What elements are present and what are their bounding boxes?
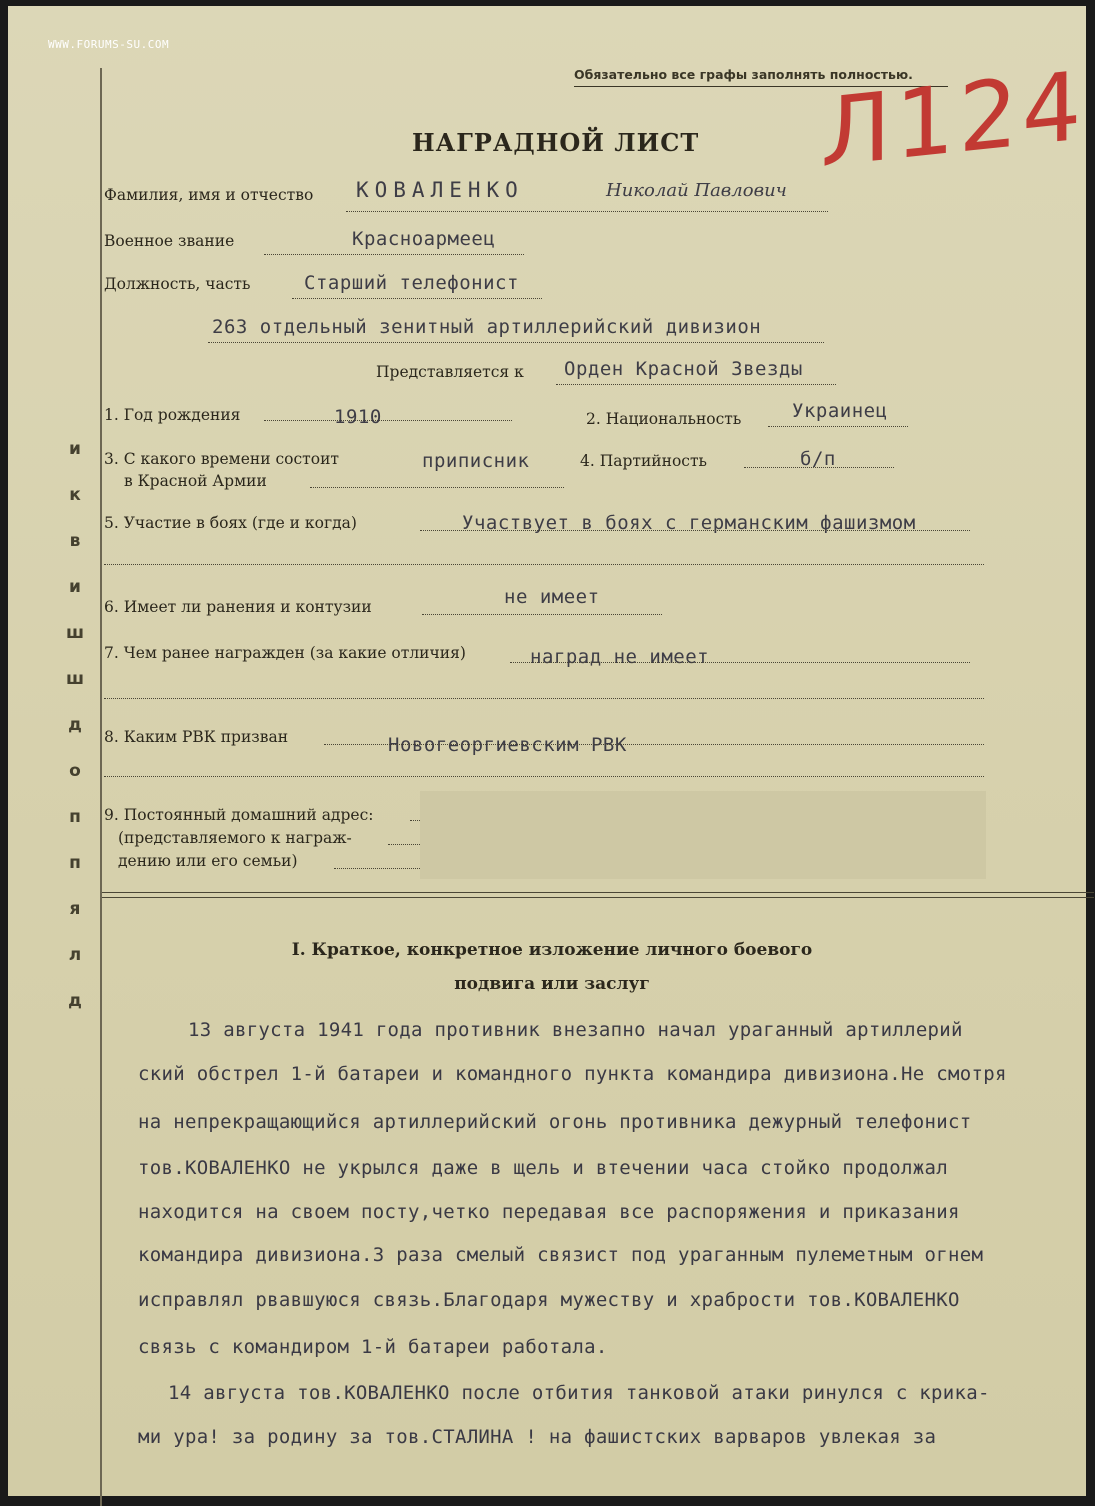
award-sheet [8,6,1086,1496]
battles-dotline [420,530,970,531]
given-names-value: Николай Павлович [606,180,787,201]
narrative-line: на непрекращающийся артиллерийский огонь противника дежурный телефонист [138,1111,972,1133]
address-label: 9. Постоянный домашний адрес: [104,806,374,824]
position-label: Должность, часть [104,275,251,293]
vertical-char: к [69,485,81,505]
narrative-line: ский обстрел 1-й батареи и командного пункта командира дивизиона.Не смотря [138,1063,1007,1085]
vertical-char: д [68,715,82,735]
watermark: WWW.FORUMS-SU.COM [48,38,170,51]
wounds-value: не имеет [504,586,600,608]
address-label-3: дению или его семьи) [118,852,298,870]
vertical-char: п [69,807,81,827]
section-divider [102,892,1094,893]
vertical-char: п [69,853,81,873]
narrative-line: связь с командиром 1-й батареи работала. [138,1336,608,1358]
wounds-label: 6. Имеет ли ранения и контузии [104,598,372,616]
section-title-2: подвига или заслуг [454,974,650,994]
nationality-value: Украинец [792,400,888,422]
birth-year-value: 1910 [334,406,382,428]
rvk-dotline-2 [104,776,984,777]
redacted-address-box [420,791,986,879]
rvk-value: Новогеоргиевским РВК [388,734,627,756]
address-dotline [410,820,420,821]
position-value: Старший телефонист [304,272,519,294]
party-label: 4. Партийность [580,452,707,470]
unit-dotline [208,342,824,343]
vertical-char: д [68,991,82,1011]
rvk-dotline [324,744,984,745]
narrative-line: тов.КОВАЛЕНКО не укрылся даже в щель и втечении часа стойко продолжал [138,1157,948,1179]
service-since-label-2: в Красной Армии [124,472,267,490]
battles-dotline-2 [104,564,984,565]
narrative-line: 13 августа 1941 года противник внезапно начал ураганный артиллерий [188,1019,963,1041]
nationality-dotline [768,426,908,427]
prev-awards-value: наград не имеет [530,646,710,668]
vertical-char: ш [65,669,85,689]
unit-value: 263 отдельный зенитный артиллерийский дивизион [212,316,762,338]
prev-awards-dotline-2 [104,698,984,699]
surname-value: КОВАЛЕНКО [356,178,524,202]
service-since-label: 3. С какого времени состоит [104,450,339,468]
nationality-label: 2. Национальность [586,410,742,428]
narrative-line: командира дивизиона.3 раза смелый связист под ураганным пулеметным огнем [138,1244,984,1266]
rvk-label: 8. Каким РВК призван [104,728,289,746]
nominated-value: Орден Красной Звезды [564,358,803,380]
battles-value: Участвует в боях с германским фашизмом [462,512,916,534]
nominated-label: Представляется к [376,363,524,381]
address-dotline-3 [334,868,420,869]
service-since-value: приписник [422,450,530,472]
birth-year-dotline [264,420,512,421]
rank-dotline [264,254,524,255]
margin-vertical-label [60,426,90,1024]
vertical-char: я [69,899,81,919]
position-dotline [292,298,542,299]
vertical-char: л [68,945,82,965]
handwritten-doc-number: Л124 [820,51,1086,190]
rank-value: Красноармеец [352,228,496,250]
name-dotline [346,211,828,212]
narrative-line: исправлял рвавшуюся связь.Благодаря мужеству и храбрости тов.КОВАЛЕНКО [138,1289,960,1311]
vertical-char: ш [65,623,85,643]
prev-awards-label: 7. Чем ранее награжден (за какие отличия) [104,644,466,662]
section-title: I. Краткое, конкретное изложение личного боевого [291,940,813,960]
service-since-dotline [310,487,564,488]
nominated-dotline [556,384,836,385]
page-title: НАГРАДНОЙ ЛИСТ [412,128,700,157]
narrative-line: ми ура! за родину за тов.СТАЛИНА ! на фашистских варваров увлекая за [138,1426,937,1448]
address-dotline-2 [388,844,420,845]
vertical-char: в [69,531,81,551]
battles-label: 5. Участие в боях (где и когда) [104,514,357,532]
wounds-dotline [422,614,662,615]
narrative-line: 14 августа тов.КОВАЛЕНКО после отбития танковой атаки ринулся с крика- [168,1382,990,1404]
rank-label: Военное звание [104,232,235,250]
address-label-2: (представляемого к награж- [118,829,352,847]
party-value: б/п [800,448,836,470]
fill-all-fields-notice: Обязательно все графы заполнять полностью. [574,67,913,82]
vertical-char: о [69,761,81,781]
margin-line [100,68,102,1506]
party-dotline [744,467,894,468]
prev-awards-dotline [510,662,970,663]
narrative-line: находится на своем посту,четко передавая все распоряжения и приказания [138,1201,960,1223]
section-divider-2 [102,897,1094,898]
vertical-char: и [69,577,81,597]
birth-year-label: 1. Год рождения [104,406,241,424]
name-label: Фамилия, имя и отчество [104,186,314,204]
vertical-char: и [69,439,81,459]
